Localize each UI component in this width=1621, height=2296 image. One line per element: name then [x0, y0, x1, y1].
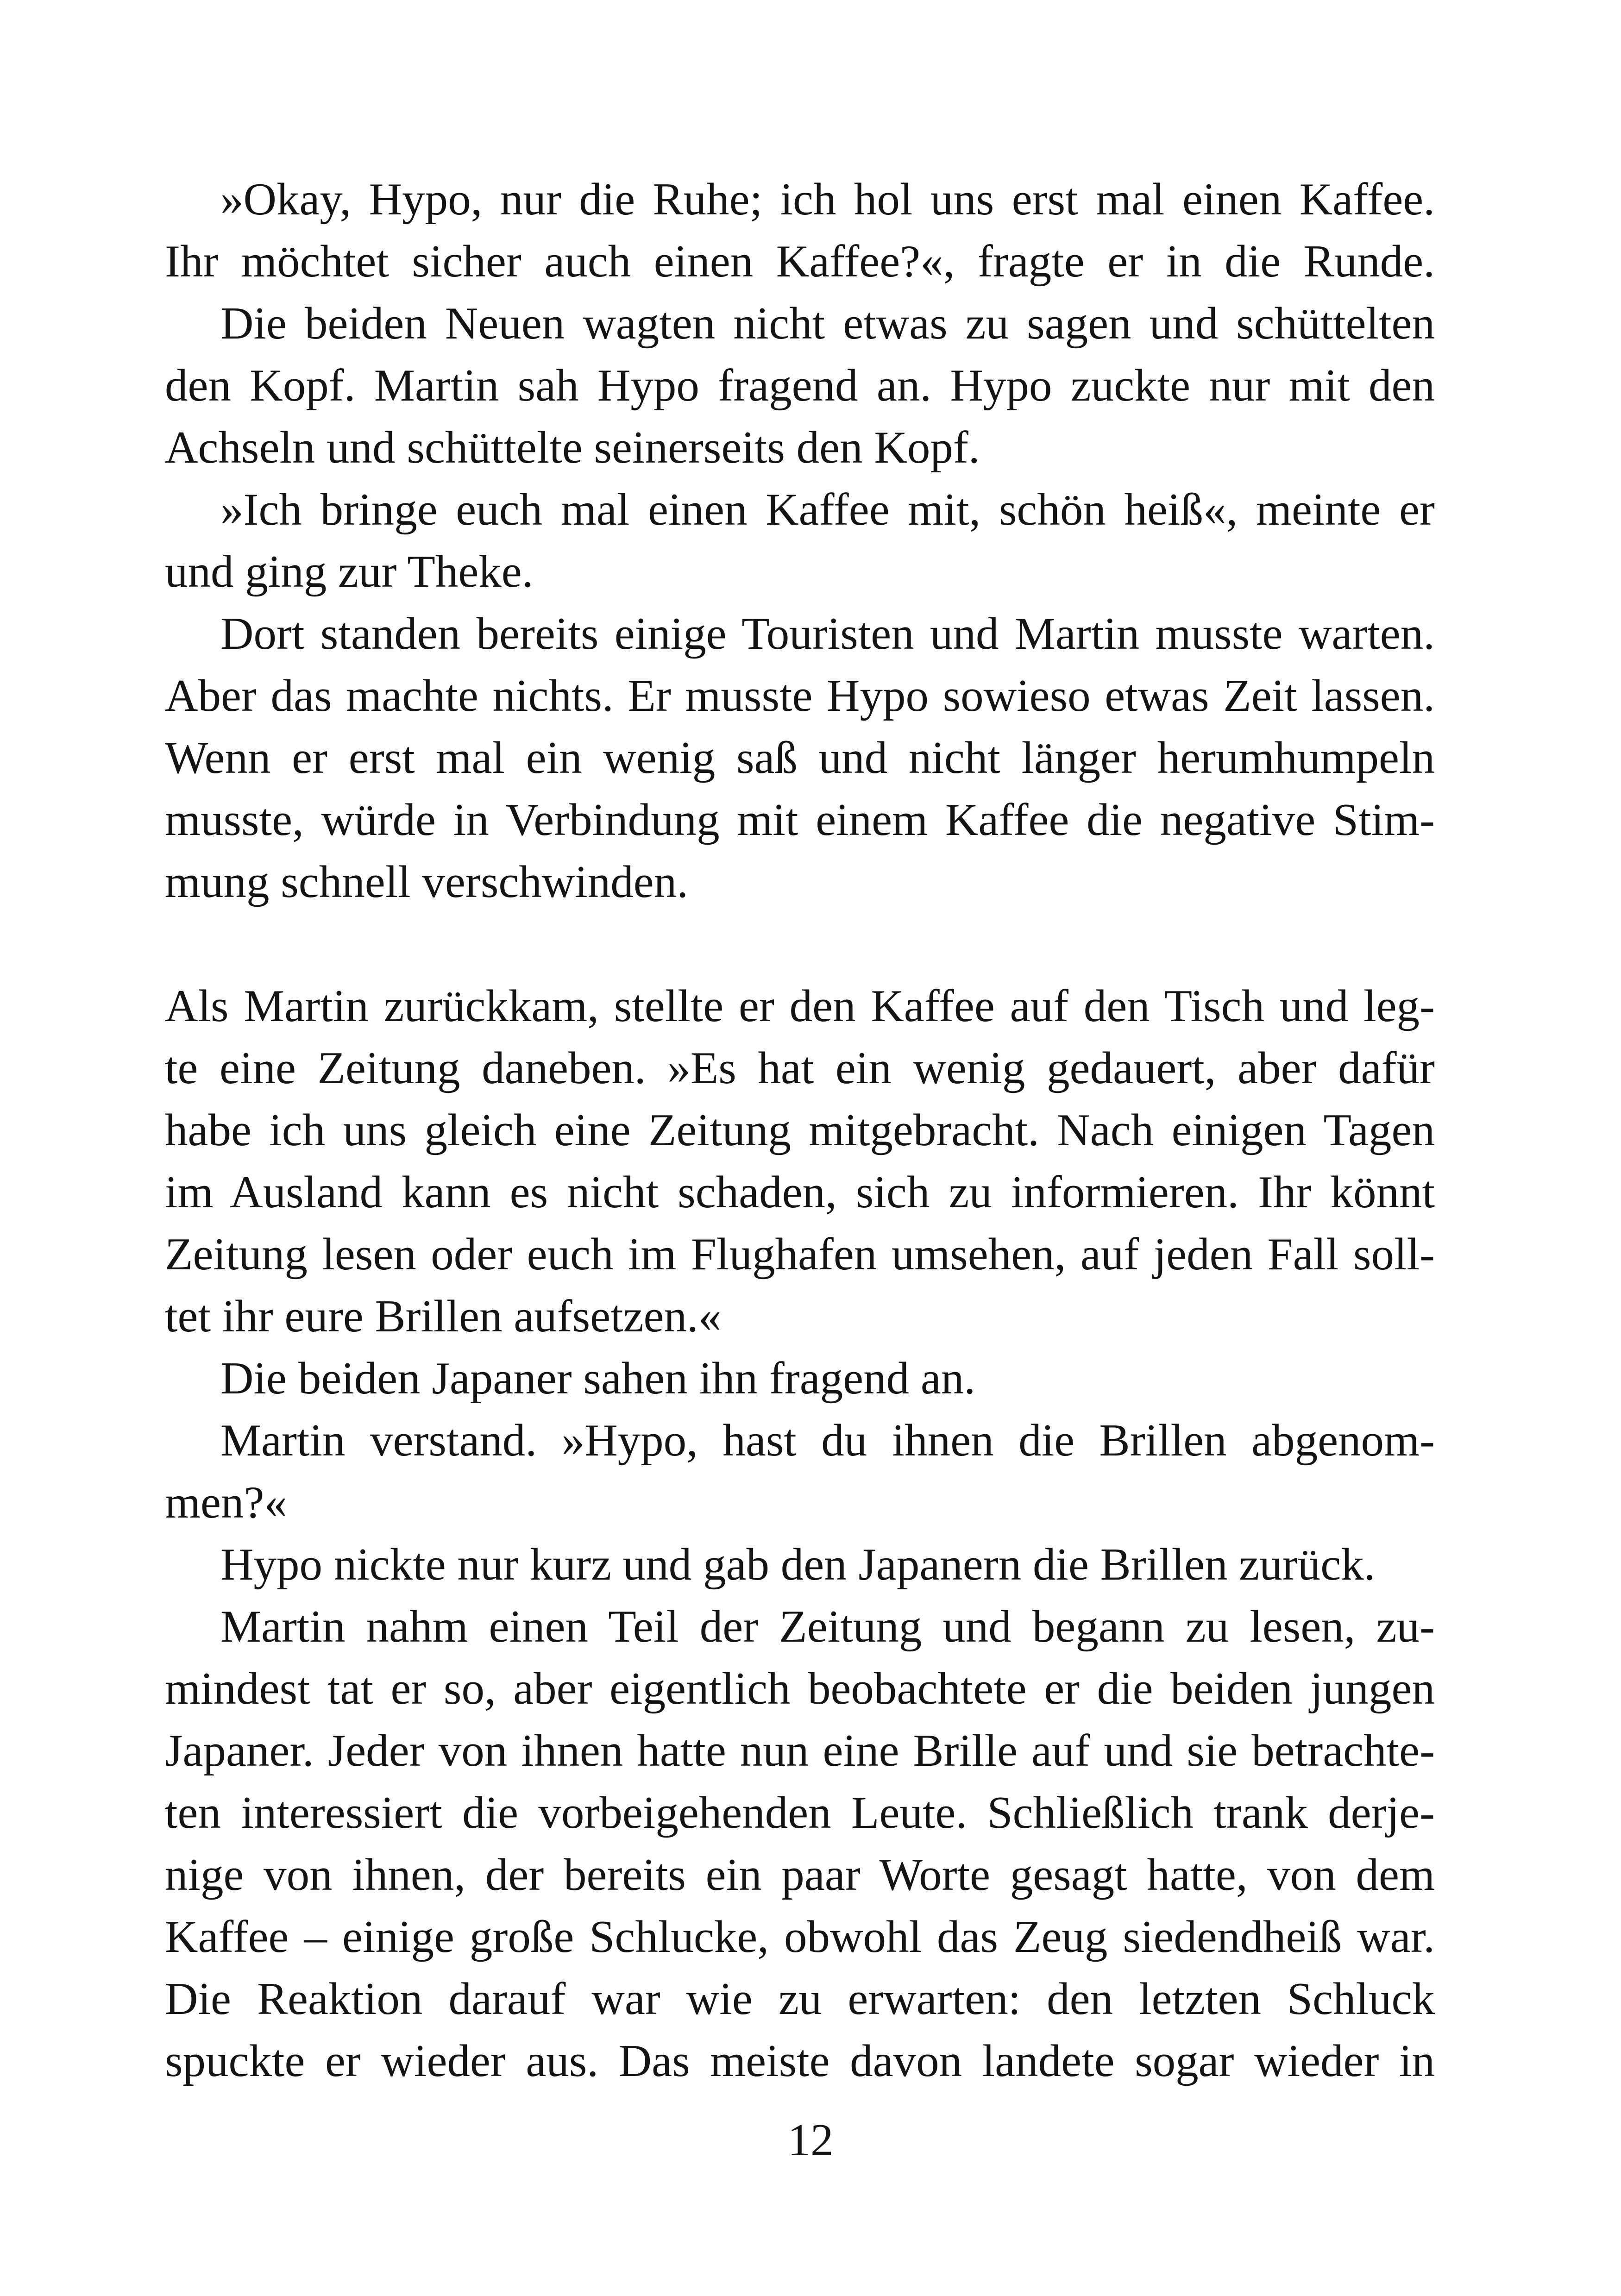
text-line: Die beiden Japaner sahen ihn fragend an. [220, 1353, 976, 1404]
text-line: Achseln und schüttelte seinerseits den Kopf. [165, 422, 980, 473]
text-line: nige von ihnen, der bereits ein paar Worte gesagt hatte, von dem [165, 1850, 1435, 1900]
text-line: im Ausland kann es nicht schaden, sich zu informieren. Ihr könnt [165, 1167, 1435, 1217]
text-line: Kaffee – einige große Schlucke, obwohl das Zeug siedendheiß war. [165, 1912, 1435, 1962]
text-line: Aber das machte nichts. Er musste Hypo sowieso etwas Zeit lassen. [165, 671, 1435, 721]
page-body [165, 169, 1435, 2092]
text-line: ten interessiert die vorbeigehenden Leute. Schließlich trank derje- [165, 1788, 1435, 1838]
text-line: musste, würde in Verbindung mit einem Kaffee die negative Stim- [165, 795, 1435, 845]
text-line: Ihr möchtet sicher auch einen Kaffee?«, fragte er in die Runde. [165, 236, 1435, 287]
text-line: »Okay, Hypo, nur die Ruhe; ich hol uns erst mal einen Kaffee. [220, 174, 1435, 225]
text-line: Die beiden Neuen wagten nicht etwas zu sagen und schüttelten [220, 298, 1435, 349]
text-line: mung schnell verschwinden. [165, 857, 688, 907]
text-line: Als Martin zurückkam, stellte er den Kaffee auf den Tisch und leg- [165, 981, 1435, 1031]
text-line: habe ich uns gleich eine Zeitung mitgebracht. Nach einigen Tagen [165, 1105, 1435, 1155]
text-line: und ging zur Theke. [165, 546, 534, 597]
text-line: Zeitung lesen oder euch im Flughafen umsehen, auf jeden Fall soll- [165, 1229, 1435, 1280]
text-line: tet ihr eure Brillen aufsetzen.« [165, 1291, 722, 1342]
text-line: Wenn er erst mal ein wenig saß und nicht länger herumhumpeln [165, 733, 1435, 783]
text-line: »Ich bringe euch mal einen Kaffee mit, schön heiß«, meinte er [220, 484, 1435, 535]
section-break [165, 913, 1435, 975]
text-line: mindest tat er so, aber eigentlich beobachtete er die beiden jungen [165, 1663, 1435, 1714]
text-line: Dort standen bereits einige Touristen und Martin musste warten. [220, 609, 1435, 659]
text-line: Martin nahm einen Teil der Zeitung und begann zu lesen, zu- [220, 1601, 1435, 1652]
text-line: Japaner. Jeder von ihnen hatte nun eine Brille auf und sie betrachte- [165, 1725, 1435, 1776]
text-line: den Kopf. Martin sah Hypo fragend an. Hypo zuckte nur mit den [165, 360, 1435, 411]
text-line: Martin verstand. »Hypo, hast du ihnen die Brillen abgenom- [220, 1415, 1435, 1466]
text-line: spuckte er wieder aus. Das meiste davon landete sogar wieder in [165, 2036, 1435, 2086]
text-line: men?« [165, 1477, 287, 1528]
text-line: Die Reaktion darauf war wie zu erwarten: den letzten Schluck [165, 1974, 1435, 2024]
text-line: te eine Zeitung daneben. »Es hat ein wenig gedauert, aber dafür [165, 1043, 1435, 1093]
page-number: 12 [787, 2115, 834, 2165]
text-line: Hypo nickte nur kurz und gab den Japanern die Brillen zurück. [220, 1539, 1376, 1590]
